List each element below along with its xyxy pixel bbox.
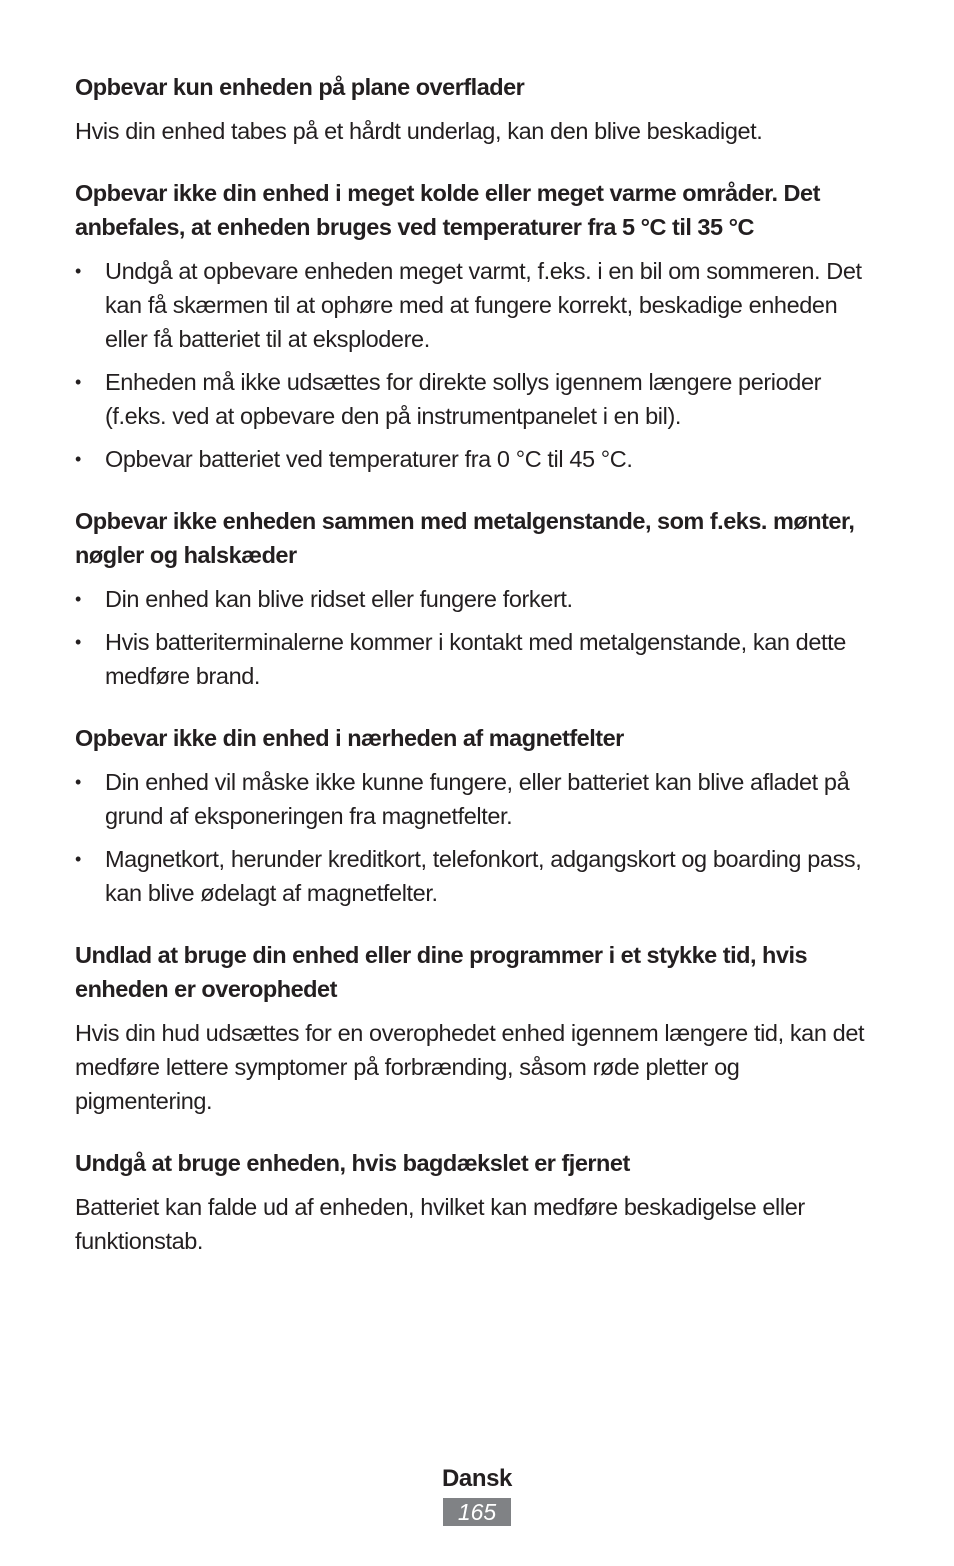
- bullet-icon: •: [75, 449, 81, 469]
- section-paragraph: Hvis din enhed tabes på et hårdt underlag, kan den blive beskadiget.: [75, 118, 763, 144]
- section-back-cover: [75, 1146, 875, 1258]
- section-magnetic-fields: [75, 721, 875, 910]
- section-heading: Opbevar kun enheden på plane overflader: [75, 74, 525, 100]
- bullet-icon: •: [75, 372, 81, 392]
- section-flat-surfaces: [75, 70, 875, 148]
- bullet-icon: •: [75, 849, 81, 869]
- section-heading: Undlad at bruge din enhed eller dine programmer i et stykke tid, hvis enheden er overophedet: [75, 942, 808, 1002]
- list-item-text: Din enhed vil måske ikke kunne fungere, eller batteriet kan blive afladet på grund af eksponeringen fra magnetfelter.: [105, 769, 850, 829]
- footer-language: Dansk: [441, 1465, 513, 1492]
- list-item-text: Enheden må ikke udsættes for direkte sollys igennem længere perioder (f.eks. ved at opbevare den på instrumentpanelet i en bil).: [105, 369, 822, 429]
- section-metal-objects: [75, 504, 875, 693]
- section-heading: Undgå at bruge enheden, hvis bagdækslet er fjernet: [75, 1150, 630, 1176]
- bullet-list: [75, 254, 875, 476]
- section-heading: Opbevar ikke enheden sammen med metalgenstande, som f.eks. mønter, nøgler og halskæder: [75, 508, 855, 568]
- list-item: [75, 254, 875, 356]
- bullet-list: [75, 765, 875, 910]
- page-content: [75, 70, 875, 1286]
- section-heading: Opbevar ikke din enhed i meget kolde eller meget varme områder. Det anbefales, at enheden bruges ved temperaturer fra 5 °C til 35 °C: [75, 180, 820, 240]
- bullet-list: [75, 582, 875, 693]
- section-temperature: [75, 176, 875, 476]
- list-item-text: Undgå at opbevare enheden meget varmt, f.eks. i en bil om sommeren. Det kan få skærmen til at ophøre med at fungere korrekt, beskadige enheden eller få batteriet til at eksplodere.: [105, 258, 862, 352]
- list-item: [75, 582, 875, 616]
- list-item-text: Din enhed kan blive ridset eller fungere forkert.: [105, 586, 573, 612]
- section-overheated: [75, 938, 875, 1118]
- bullet-icon: •: [75, 261, 81, 281]
- bullet-icon: •: [75, 632, 81, 652]
- list-item-text: Opbevar batteriet ved temperaturer fra 0 °C til 45 °C.: [105, 446, 633, 472]
- list-item: [75, 842, 875, 910]
- page-footer: [0, 1462, 954, 1526]
- list-item: [75, 765, 875, 833]
- list-item-text: Hvis batteriterminalerne kommer i kontakt med metalgenstande, kan dette medføre brand.: [105, 629, 846, 689]
- list-item: [75, 442, 875, 476]
- section-paragraph: Hvis din hud udsættes for en overophedet enhed igennem længere tid, kan det medføre lettere symptomer på forbrænding, såsom røde pletter og pigmentering.: [75, 1020, 865, 1114]
- bullet-icon: •: [75, 589, 81, 609]
- list-item: [75, 365, 875, 433]
- section-paragraph: Batteriet kan falde ud af enheden, hvilket kan medføre beskadigelse eller funktionstab.: [75, 1194, 805, 1254]
- list-item-text: Magnetkort, herunder kreditkort, telefonkort, adgangskort og boarding pass, kan blive ødelagt af magnetfelter.: [105, 846, 862, 906]
- bullet-icon: •: [75, 772, 81, 792]
- page-number-badge: 165: [443, 1498, 511, 1526]
- list-item: [75, 625, 875, 693]
- section-heading: Opbevar ikke din enhed i nærheden af magnetfelter: [75, 725, 624, 751]
